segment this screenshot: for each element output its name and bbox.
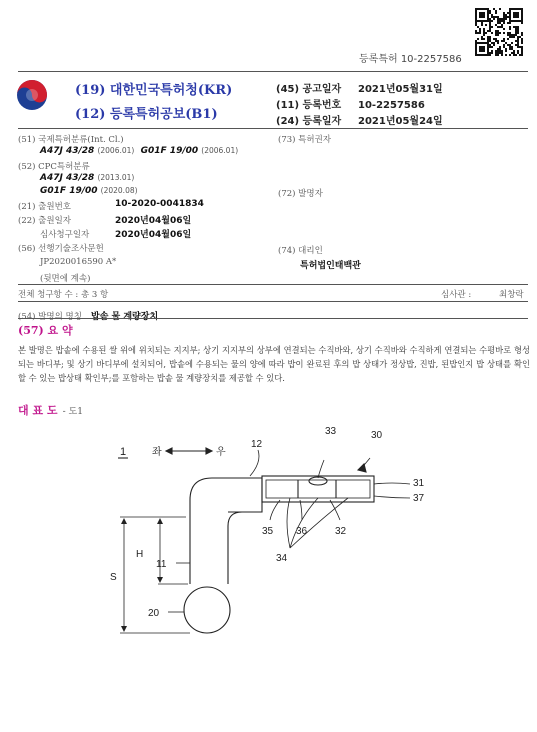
- qr-module: [485, 32, 487, 34]
- indicator-lens: [309, 477, 327, 485]
- direction-left-label: 좌: [152, 447, 162, 458]
- representative-figure-heading: 대 표 도: [18, 404, 58, 417]
- label-33: 33: [325, 426, 337, 437]
- label-34: 34: [276, 553, 288, 564]
- qr-module: [513, 26, 515, 28]
- qr-module: [489, 40, 491, 42]
- qr-module: [521, 46, 523, 48]
- qr-module: [489, 46, 491, 48]
- qr-module: [517, 38, 519, 40]
- qr-module: [489, 22, 491, 24]
- label-S: S: [110, 572, 117, 583]
- qr-module: [503, 38, 505, 40]
- qr-module: [481, 24, 483, 26]
- qr-module: [491, 52, 493, 54]
- qr-module: [505, 54, 507, 56]
- qr-module: [503, 20, 505, 22]
- qr-module: [501, 24, 503, 26]
- qr-module: [497, 26, 499, 28]
- direction-right-label: 우: [216, 447, 226, 458]
- qr-module: [509, 46, 511, 48]
- registration-date-value: 2021년05월24일: [358, 116, 443, 127]
- qr-module: [521, 38, 523, 40]
- label-32: 32: [335, 526, 347, 537]
- exam-date-label: 심사청구일자: [40, 230, 90, 240]
- fig-number: 1: [120, 446, 127, 458]
- leader-31: [374, 483, 410, 484]
- qr-module: [493, 8, 495, 10]
- qr-module: [521, 54, 523, 56]
- qr-module: [509, 26, 511, 28]
- claims-rule: [18, 284, 528, 285]
- qr-module: [479, 32, 481, 34]
- qr-module: [497, 48, 499, 50]
- qr-module: [503, 12, 505, 14]
- office-name: (19) 대한민국특허청(KR): [75, 83, 233, 98]
- qr-module: [499, 22, 501, 24]
- qr-module: [495, 30, 497, 32]
- qr-module: [481, 22, 483, 24]
- qr-module: [489, 44, 491, 46]
- cpc-label: (52) CPC특허분류: [18, 162, 90, 172]
- qr-module: [505, 18, 507, 20]
- qr-module: [489, 18, 491, 20]
- qr-module: [507, 38, 509, 40]
- cpc2-code: G01F 19/00: [40, 186, 98, 196]
- qr-module: [497, 30, 499, 32]
- qr-module: [515, 26, 517, 28]
- qr-module: [521, 42, 523, 44]
- inventor-label: (72) 발명자: [278, 189, 323, 199]
- support-ball: [184, 587, 230, 633]
- qr-module: [503, 44, 505, 46]
- qr-module: [501, 54, 503, 56]
- representative-figure: [0, 420, 537, 660]
- qr-module: [477, 38, 479, 40]
- qr-module: [499, 8, 501, 10]
- claims-count: 전체 청구항 수 : 총 3 항: [18, 290, 109, 300]
- qr-module: [487, 30, 489, 32]
- qr-module: [509, 22, 511, 24]
- qr-module: [507, 44, 509, 46]
- qr-module: [493, 38, 495, 40]
- abstract-rule: [18, 318, 528, 319]
- label-36: 36: [296, 526, 308, 537]
- ipc2-code: G01F 19/00: [140, 146, 199, 156]
- qr-module: [475, 40, 477, 42]
- qr-module: [477, 32, 479, 34]
- label-30: 30: [371, 430, 383, 441]
- qr-module: [517, 26, 519, 28]
- qr-module: [497, 22, 499, 24]
- qr-module: [513, 36, 515, 38]
- qr-module: [487, 40, 489, 42]
- qr-module: [517, 36, 519, 38]
- kipo-taegeuk-logo: [16, 79, 48, 111]
- qr-module: [489, 30, 491, 32]
- ipc2-date: (2006.01): [201, 146, 239, 155]
- qr-module: [505, 42, 507, 44]
- registration-number-value: 10-2257586: [358, 100, 425, 111]
- qr-finder-core: [479, 46, 485, 52]
- qr-module: [507, 34, 509, 36]
- qr-module: [503, 46, 505, 48]
- leader-35: [270, 500, 280, 520]
- qr-module: [475, 30, 477, 32]
- qr-module: [505, 16, 507, 18]
- qr-module: [509, 54, 511, 56]
- qr-module: [515, 34, 517, 36]
- label-11: 11: [156, 559, 167, 570]
- qr-module: [491, 32, 493, 34]
- qr-module: [509, 34, 511, 36]
- representative-figure-ref: - 도1: [62, 407, 83, 417]
- qr-module: [517, 46, 519, 48]
- qr-module: [515, 40, 517, 42]
- qr-module: [509, 32, 511, 34]
- qr-module: [515, 44, 517, 46]
- qr-module: [521, 34, 523, 36]
- registration-number-top: 등록특허 10-2257586: [359, 54, 462, 65]
- representative-figure-heading-row: [18, 399, 83, 418]
- qr-module: [479, 28, 481, 30]
- ipc-entries: [40, 146, 238, 156]
- qr-module: [475, 24, 477, 26]
- qr-module: [499, 50, 501, 52]
- qr-module: [487, 38, 489, 40]
- leader-33: [318, 460, 324, 478]
- qr-module: [497, 42, 499, 44]
- qr-module: [495, 10, 497, 12]
- label-H: H: [136, 549, 144, 560]
- qr-module: [495, 34, 497, 36]
- qr-module: [507, 32, 509, 34]
- qr-module: [507, 16, 509, 18]
- leader-12: [250, 450, 259, 476]
- qr-module: [517, 42, 519, 44]
- invention-title-row: [18, 304, 158, 323]
- qr-module: [497, 52, 499, 54]
- qr-module: [483, 32, 485, 34]
- qr-module: [513, 34, 515, 36]
- qr-module: [485, 24, 487, 26]
- cpc2-entry: [40, 186, 138, 196]
- qr-module: [495, 16, 497, 18]
- qr-module: [483, 38, 485, 40]
- qr-module: [521, 22, 523, 24]
- qr-module: [487, 36, 489, 38]
- qr-module: [491, 14, 493, 16]
- qr-module: [499, 20, 501, 22]
- qr-module: [503, 22, 505, 24]
- qr-module: [517, 40, 519, 42]
- patentee-label: (73) 특허권자: [278, 135, 331, 145]
- prior-art-doc: JP2020016590 A*: [40, 257, 117, 267]
- label-20: 20: [148, 608, 160, 619]
- abstract-text: 본 발명은 밥솥에 수용된 쌀 위에 위치되는 지지부; 상기 지지부의 상부에 연결되는 수직바와, 상기 수직바와 수직하게 연결되는 수평바로 형성되는 바디부; 및 상기 바디부에 설치되어, 밥솥에 수용되는 물의 양에 따라 밥이 완료된 후의 밥 상태가 정상밥, 진밥, 된밥인지 밥 상태를 확인할 수 있는 밥상태 확인부;를 포함하는 밥솥 물 계량장치를 제공할 수 있다.: [18, 345, 530, 383]
- qr-module: [483, 28, 485, 30]
- header-top-rule: [18, 71, 528, 72]
- qr-module: [497, 54, 499, 56]
- qr-module: [489, 54, 491, 56]
- qr-module: [511, 46, 513, 48]
- qr-module: [497, 34, 499, 36]
- qr-module: [489, 10, 491, 12]
- qr-module: [499, 46, 501, 48]
- cpc1-code: A47J 43/28: [40, 173, 95, 183]
- qr-module: [511, 34, 513, 36]
- qr-module: [495, 24, 497, 26]
- qr-module: [503, 32, 505, 34]
- qr-module: [501, 26, 503, 28]
- qr-module: [483, 34, 485, 36]
- continued-note: (뒷면에 계속): [40, 274, 91, 284]
- qr-module: [497, 18, 499, 20]
- qr-module: [481, 38, 483, 40]
- qr-module: [517, 28, 519, 30]
- qr-module: [515, 32, 517, 34]
- qr-module: [491, 20, 493, 22]
- publication-date-value: 2021년05월31일: [358, 84, 443, 95]
- qr-module: [503, 18, 505, 20]
- qr-module: [517, 30, 519, 32]
- qr-module: [501, 20, 503, 22]
- app-date-value: 2020년04월06일: [115, 216, 192, 226]
- qr-module: [491, 46, 493, 48]
- leader-34: [287, 498, 348, 548]
- qr-module: [521, 40, 523, 42]
- header-bottom-rule: [18, 128, 528, 129]
- qr-module: [491, 16, 493, 18]
- qr-module: [507, 12, 509, 14]
- qr-module: [497, 50, 499, 52]
- qr-module: [511, 36, 513, 38]
- qr-module: [483, 30, 485, 32]
- ipc1-date: (2006.01): [97, 146, 135, 155]
- prior-art-label: (56) 선행기술조사문헌: [18, 244, 104, 254]
- qr-module: [477, 26, 479, 28]
- qr-module: [513, 50, 515, 52]
- status-indicator-inner: [266, 480, 370, 498]
- publication-date-row: [276, 80, 443, 95]
- qr-module: [509, 28, 511, 30]
- invention-title-label: (54) 발명의 명칭: [18, 312, 82, 322]
- label-35: 35: [262, 526, 274, 537]
- invention-title: 밥솥 물 계량장치: [91, 312, 159, 322]
- qr-module: [491, 42, 493, 44]
- qr-module: [497, 16, 499, 18]
- qr-module: [519, 36, 521, 38]
- qr-module: [513, 54, 515, 56]
- app-number-label: (21) 출원번호: [18, 202, 71, 212]
- qr-module: [521, 48, 523, 50]
- qr-module: [513, 52, 515, 54]
- qr-module: [475, 32, 477, 34]
- ipc1-code: A47J 43/28: [40, 146, 95, 156]
- registration-date-label: (24) 등록일자: [276, 116, 342, 127]
- qr-module: [481, 36, 483, 38]
- leader-32: [330, 500, 340, 520]
- qr-module: [495, 32, 497, 34]
- ipc-label: (51) 국제특허분류(Int. Cl.): [18, 135, 124, 145]
- qr-module: [505, 48, 507, 50]
- qr-module: [497, 20, 499, 22]
- qr-module: [505, 50, 507, 52]
- label-12: 12: [251, 439, 263, 450]
- qr-module: [503, 40, 505, 42]
- qr-module: [495, 40, 497, 42]
- qr-module: [489, 38, 491, 40]
- qr-module: [495, 38, 497, 40]
- exam-date-value: 2020년04월06일: [115, 230, 192, 240]
- qr-module: [493, 42, 495, 44]
- registration-date-row: [276, 112, 443, 127]
- qr-module: [497, 40, 499, 42]
- qr-module: [489, 12, 491, 14]
- qr-module: [521, 52, 523, 54]
- qr-module: [501, 40, 503, 42]
- app-number-value: 10-2020-0041834: [115, 199, 204, 209]
- qr-module: [517, 44, 519, 46]
- qr-module: [499, 18, 501, 20]
- gazette-type: (12) 등록특허공보(B1): [75, 107, 218, 122]
- publication-date-label: (45) 공고일자: [276, 84, 342, 95]
- qr-module: [499, 48, 501, 50]
- qr-module: [489, 24, 491, 26]
- arrow-30: [358, 464, 366, 472]
- qr-module: [495, 12, 497, 14]
- qr-module: [511, 42, 513, 44]
- agent-name: 특허법인태백관: [300, 261, 361, 271]
- qr-module: [517, 50, 519, 52]
- qr-module: [503, 14, 505, 16]
- app-date-label: (22) 출원일자: [18, 216, 71, 226]
- qr-finder-core: [513, 12, 519, 18]
- qr-module: [517, 32, 519, 34]
- qr-module: [489, 20, 491, 22]
- qr-module: [515, 28, 517, 30]
- qr-module: [475, 22, 477, 24]
- qr-module: [503, 16, 505, 18]
- qr-module: [509, 48, 511, 50]
- registration-number-row: [276, 96, 425, 111]
- agent-label: (74) 대리인: [278, 246, 323, 256]
- qr-module: [515, 54, 517, 56]
- qr-module: [511, 48, 513, 50]
- registration-number-label: (11) 등록번호: [276, 100, 342, 111]
- cpc1-date: (2013.01): [97, 173, 135, 182]
- title-rule: [18, 301, 528, 302]
- qr-module: [501, 52, 503, 54]
- cpc1-entry: [40, 173, 134, 183]
- cpc2-date: (2020.08): [100, 186, 138, 195]
- qr-module: [493, 44, 495, 46]
- device-body-outline: [190, 478, 262, 584]
- qr-module: [493, 16, 495, 18]
- qr-module: [493, 18, 495, 20]
- qr-module: [495, 52, 497, 54]
- leader-37: [374, 496, 410, 498]
- qr-module: [521, 50, 523, 52]
- leader-36: [300, 500, 302, 520]
- qr-module: [495, 50, 497, 52]
- qr-module: [479, 30, 481, 32]
- qr-finder-core: [479, 12, 485, 18]
- qr-module: [491, 26, 493, 28]
- qr-module: [501, 50, 503, 52]
- qr-module: [519, 46, 521, 48]
- qr-module: [515, 30, 517, 32]
- label-31: 31: [413, 478, 425, 489]
- qr-module: [489, 36, 491, 38]
- qr-module: [507, 22, 509, 24]
- qr-module: [491, 50, 493, 52]
- qr-module: [489, 52, 491, 54]
- qr-module: [497, 32, 499, 34]
- qr-module: [511, 52, 513, 54]
- qr-module: [489, 28, 491, 30]
- qr-module: [519, 54, 521, 56]
- qr-module: [521, 32, 523, 34]
- qr-module: [517, 52, 519, 54]
- label-37: 37: [413, 493, 425, 504]
- qr-module: [499, 32, 501, 34]
- qr-module: [501, 18, 503, 20]
- qr-module: [503, 28, 505, 30]
- examiner-label: 심사관 :: [441, 290, 472, 300]
- examiner-name: 최창락: [499, 290, 524, 300]
- qr-code: [475, 8, 523, 56]
- qr-module: [499, 52, 501, 54]
- qr-module: [509, 44, 511, 46]
- qr-module: [495, 54, 497, 56]
- qr-module: [499, 26, 501, 28]
- qr-module: [489, 26, 491, 28]
- qr-module: [509, 36, 511, 38]
- abstract-heading: (57) 요 약: [18, 324, 73, 337]
- qr-module: [505, 14, 507, 16]
